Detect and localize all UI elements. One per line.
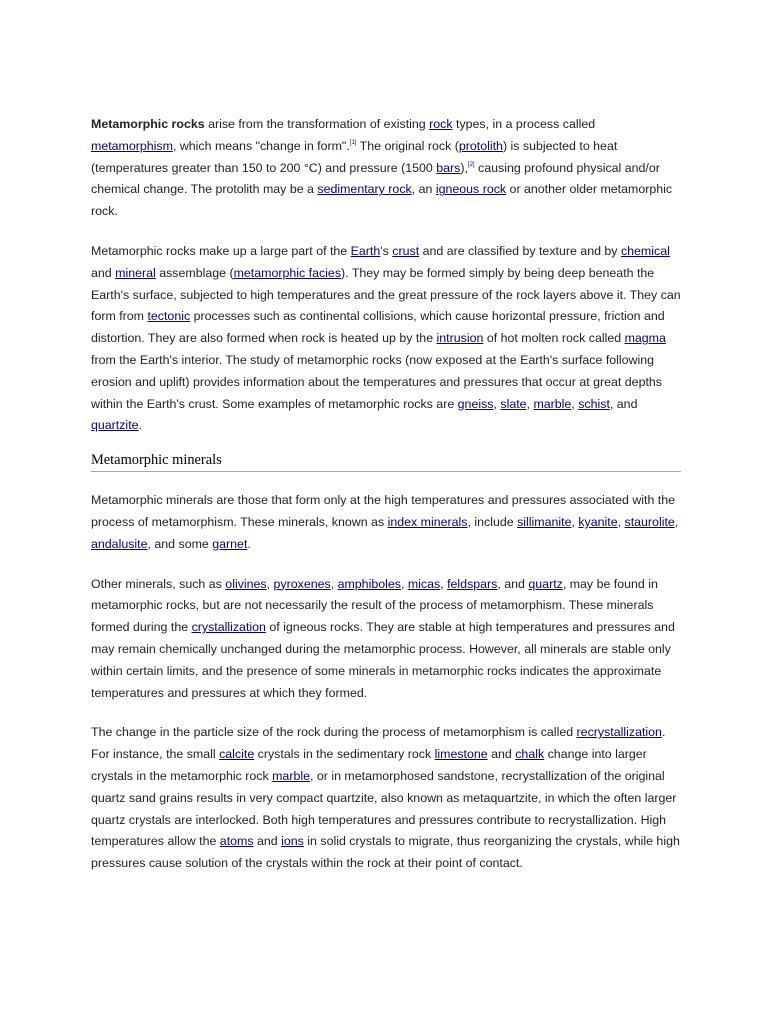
link-atoms[interactable]: atoms bbox=[219, 834, 254, 849]
text-run: , which means "change in form". bbox=[172, 138, 350, 153]
text-run: , bbox=[674, 514, 679, 529]
text-run: and are classified by texture and by bbox=[419, 243, 621, 258]
text-run: of igneous rocks. They are stable at high temperatures and pressures and may remain chemically unchanged during the metamorphic process. However, all minerals are stable only within certain limits, and the presence of some minerals in metamorphic rocks indicates the approximate temperatures and pressures at which they formed. bbox=[91, 620, 675, 700]
text-run: , or in metamorphosed sandstone, recrystallization of the original quartz sand grains results in very compact quartzite, also known as metaquartzite, in which the often larger quartz crystals are interlocked. Both high temperatures and pressures contribute to recrystallization. High temperatures allow the bbox=[91, 768, 677, 849]
link-gneiss[interactable]: gneiss bbox=[457, 396, 494, 411]
link-amphiboles[interactable]: amphiboles bbox=[337, 576, 401, 591]
link-staurolite[interactable]: staurolite bbox=[624, 514, 675, 529]
text-run: ), bbox=[460, 160, 468, 175]
text-run: , include bbox=[467, 514, 518, 529]
text-run: Metamorphic rocks make up a large part of the bbox=[91, 243, 351, 258]
paragraph-formation bbox=[91, 241, 681, 437]
text-run: , bbox=[617, 514, 625, 529]
link-olivines[interactable]: olivines bbox=[225, 576, 267, 591]
link-garnet[interactable]: garnet bbox=[212, 536, 248, 551]
text-run: , bbox=[400, 576, 408, 591]
text-run: of hot molten rock called bbox=[483, 331, 625, 346]
link-slate[interactable]: slate bbox=[500, 396, 527, 411]
article-body bbox=[91, 114, 681, 893]
section-heading-metamorphic-minerals: Metamorphic minerals bbox=[91, 450, 681, 472]
link-chalk[interactable]: chalk bbox=[515, 747, 545, 762]
text-run: ) is subjected to heat (temperatures greater than 150 to 200 °C) and pressure (1500 bbox=[91, 138, 618, 175]
text-run: in solid crystals to migrate, thus reorganizing the crystals, while high pressures cause solution of the crystals within the rock at their point of contact. bbox=[91, 834, 680, 871]
text-run: ). They may be formed simply by being deep beneath the Earth's surface, subjected to high temperatures and the great pressure of the rock layers above it. They can form from bbox=[91, 265, 681, 324]
link-calcite[interactable]: calcite bbox=[219, 747, 255, 762]
text-run: processes such as continental collisions, which cause horizontal pressure, friction and distortion. They are also formed when rock is heated up by the bbox=[91, 309, 665, 346]
link-protolith[interactable]: protolith bbox=[458, 138, 503, 153]
link-tectonic[interactable]: tectonic bbox=[147, 309, 191, 324]
text-run: causing profound physical and/or chemical change. The protolith may be a bbox=[91, 160, 660, 197]
text-run: crystals in the sedimentary rock bbox=[254, 747, 435, 762]
text-run: The change in the particle size of the rock during the process of metamorphism is called bbox=[91, 725, 577, 740]
link-limestone[interactable]: limestone bbox=[434, 747, 488, 762]
text-run: . For instance, the small bbox=[91, 725, 666, 762]
text-run: , and some bbox=[147, 536, 213, 551]
link-index-minerals[interactable]: index minerals bbox=[387, 514, 468, 529]
link-crystallization[interactable]: crystallization bbox=[191, 620, 266, 635]
text-run: and bbox=[487, 747, 516, 762]
text-run: and bbox=[253, 834, 282, 849]
link-igneous-rock[interactable]: igneous rock bbox=[435, 182, 507, 197]
link-quartzite[interactable]: quartzite bbox=[91, 418, 139, 433]
link-sillimanite[interactable]: sillimanite bbox=[517, 514, 572, 529]
link-micas[interactable]: micas bbox=[407, 576, 441, 591]
link-kyanite[interactable]: kyanite bbox=[578, 514, 618, 529]
link-feldspars[interactable]: feldspars bbox=[447, 576, 498, 591]
text-run: . bbox=[138, 418, 142, 433]
link-pyroxenes[interactable]: pyroxenes bbox=[273, 576, 331, 591]
paragraph-index-minerals bbox=[91, 490, 681, 555]
text-run: , bbox=[571, 514, 579, 529]
text-run: . bbox=[247, 536, 251, 551]
link-chemical[interactable]: chemical bbox=[620, 243, 670, 258]
text-run: , bbox=[571, 396, 579, 411]
text-run: Metamorphic minerals are those that form only at the high temperatures and pressures associated with the process of metamorphism. These minerals, known as bbox=[91, 493, 676, 529]
link-recrystallization[interactable]: recrystallization bbox=[576, 725, 662, 740]
link-earth[interactable]: Earth bbox=[350, 243, 381, 258]
link-rock[interactable]: rock bbox=[429, 117, 453, 131]
text-run: arise from the transformation of existing bbox=[204, 117, 430, 131]
text-run: , bbox=[266, 576, 274, 591]
link-schist[interactable]: schist bbox=[578, 396, 610, 411]
text-run: , and bbox=[497, 576, 529, 591]
link-andalusite[interactable]: andalusite bbox=[91, 536, 148, 551]
text-run: , may be found in metamorphic rocks, but are not necessarily the result of the process of metamorphism. These minerals formed during the bbox=[91, 576, 658, 635]
text-run: from the Earth's interior. The study of metamorphic rocks (now exposed at the Earth's surface following erosion and uplift) provides information about the temperatures and pressures that occur at great depths within the Earth's crust. Some examples of metamorphic rocks are bbox=[91, 352, 662, 411]
text-run: , bbox=[526, 396, 534, 411]
link-mineral[interactable]: mineral bbox=[115, 265, 156, 280]
link-sedimentary-rock[interactable]: sedimentary rock bbox=[317, 182, 412, 197]
link-metamorphism[interactable]: metamorphism bbox=[91, 138, 173, 153]
citation-link[interactable]: [2] bbox=[467, 161, 475, 168]
link-crust[interactable]: crust bbox=[392, 243, 420, 258]
link-intrusion[interactable]: intrusion bbox=[436, 331, 484, 346]
link-marble[interactable]: marble bbox=[272, 768, 310, 783]
paragraph-intro bbox=[91, 114, 681, 223]
text-run: 's bbox=[380, 243, 393, 258]
text-run: change into larger crystals in the metamorphic rock bbox=[91, 747, 647, 783]
bold-term: Metamorphic rocks bbox=[91, 117, 205, 131]
text-run: , an bbox=[411, 182, 436, 197]
text-run: or another older metamorphic rock. bbox=[91, 182, 673, 219]
link-bars[interactable]: bars bbox=[436, 160, 461, 175]
text-run: , and bbox=[609, 396, 638, 411]
link-magma[interactable]: magma bbox=[624, 331, 666, 346]
text-run: , bbox=[440, 576, 448, 591]
text-run: and bbox=[91, 265, 116, 280]
paragraph-recrystallization bbox=[91, 722, 681, 875]
text-run: , bbox=[330, 576, 338, 591]
link-marble[interactable]: marble bbox=[533, 396, 572, 411]
text-run: types, in a process called bbox=[452, 117, 596, 131]
link-quartz[interactable]: quartz bbox=[528, 576, 563, 591]
text-run: Other minerals, such as bbox=[91, 576, 226, 591]
paragraph-other-minerals bbox=[91, 574, 681, 705]
text-run: The original rock ( bbox=[356, 138, 459, 153]
text-run: , bbox=[493, 396, 501, 411]
citation-link[interactable]: [1] bbox=[349, 139, 357, 146]
link-metamorphic-facies[interactable]: metamorphic facies bbox=[233, 265, 342, 280]
link-ions[interactable]: ions bbox=[281, 834, 304, 849]
text-run: assemblage ( bbox=[155, 265, 234, 280]
